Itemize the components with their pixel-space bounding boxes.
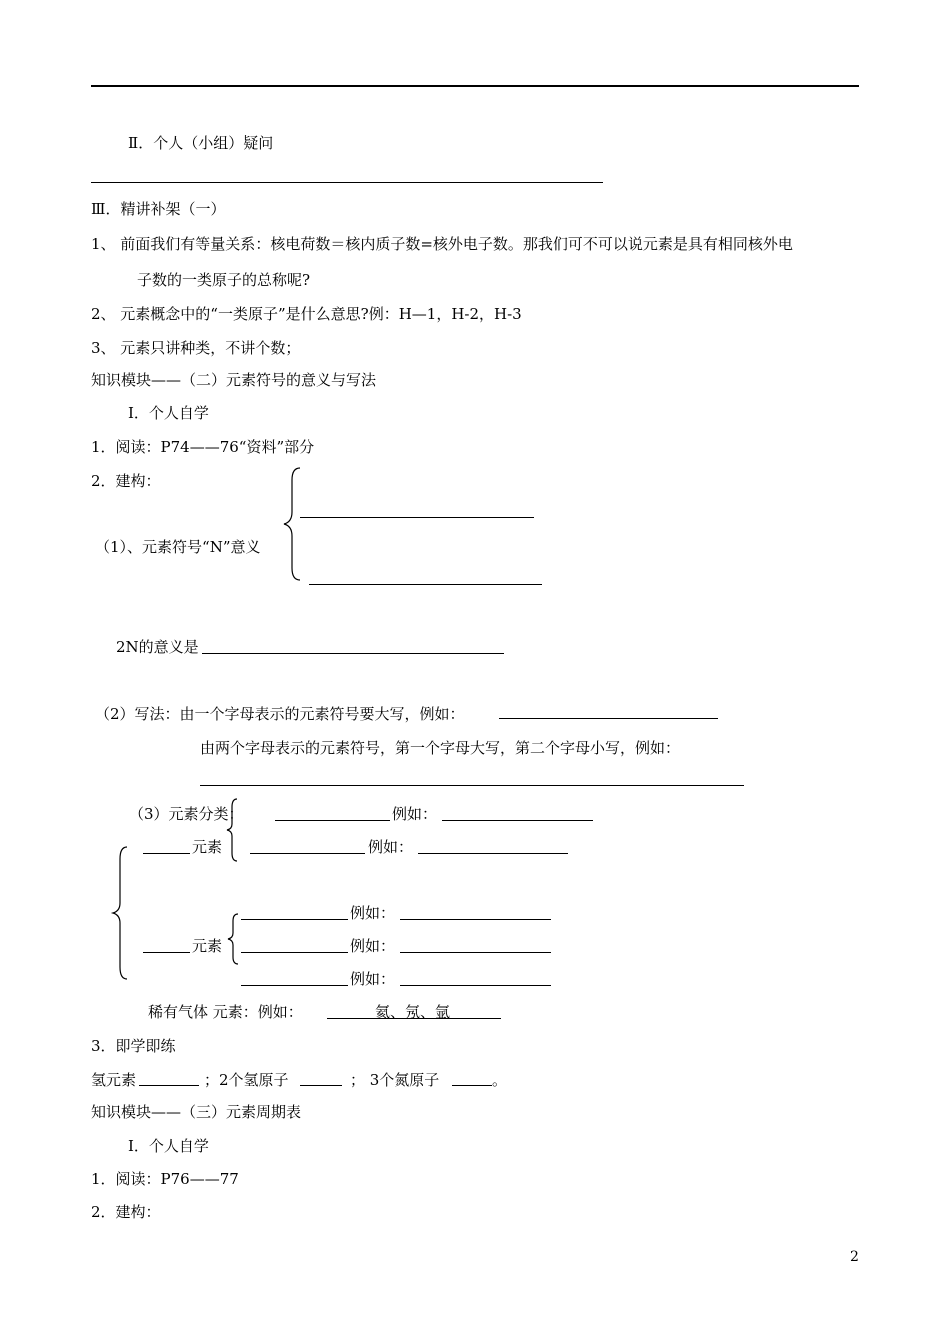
class-a-name-line[interactable] [143, 853, 190, 854]
three-nitrogen-blank[interactable] [452, 1085, 492, 1086]
noble-gas-label: 稀有气体 元素：例如： [148, 1003, 303, 1021]
construct-heading-2: 2．建构： [91, 1203, 161, 1221]
classification-label: （3）元素分类： [129, 805, 244, 823]
self-study-heading-2: Ⅰ．个人自学 [128, 1137, 209, 1155]
class-b-2-answer[interactable] [400, 952, 551, 953]
writing-rule-2-line[interactable] [200, 785, 744, 786]
2n-meaning-line[interactable] [202, 653, 504, 654]
class-b-2-line[interactable] [241, 952, 348, 953]
reading-assignment-2: 1．阅读：P76——77 [91, 1170, 239, 1188]
class-b-2-example: 例如： [350, 937, 396, 955]
module-2-title: 知识模块——（二）元素符号的意义与写法 [91, 371, 377, 389]
practice-heading: 3．即学即练 [91, 1037, 176, 1055]
writing-rule-1-line[interactable] [499, 718, 718, 719]
hydrogen-element-blank[interactable] [139, 1085, 199, 1086]
construct-heading: 2．建构： [91, 472, 161, 490]
questions-answer-line[interactable] [91, 182, 603, 183]
class-b-3-answer[interactable] [400, 985, 551, 986]
n-meaning-line-1[interactable] [300, 517, 534, 518]
section-heading-lecture: Ⅲ．精讲补架（一） [91, 200, 226, 218]
class-a-2-answer[interactable] [418, 853, 568, 854]
paragraph-2: 2、 元素概念中的“一类原子”是什么意思?例：H—1，H-2，H-3 [91, 305, 522, 323]
class-b-name-line[interactable] [143, 952, 190, 953]
n-meaning-label: （1）、元素符号“N”意义 [95, 538, 261, 556]
class-a-1-line[interactable] [275, 820, 390, 821]
class-b-element: 元素 [192, 937, 223, 955]
class-a-element: 元素 [192, 838, 223, 856]
n-meaning-line-2[interactable] [309, 584, 542, 585]
noble-gas-examples: 氦、氖、氩 [375, 1003, 451, 1021]
two-hydrogen-label: ；2个氢原子 [204, 1071, 289, 1089]
writing-rule-2: 由两个字母表示的元素符号，第一个字母大写，第二个字母小写，例如： [200, 739, 681, 757]
class-a-2-line[interactable] [250, 853, 365, 854]
brace-main [110, 845, 130, 981]
class-b-1-line[interactable] [241, 919, 348, 920]
two-hydrogen-blank[interactable] [300, 1085, 342, 1086]
self-study-heading: Ⅰ．个人自学 [128, 404, 209, 422]
class-b-3-line[interactable] [241, 985, 348, 986]
class-a-1-answer[interactable] [442, 820, 593, 821]
paragraph-1a: 1、 前面我们有等量关系：核电荷数＝核内质子数=核外电子数。那我们可不可以说元素是具有相同核外电 [91, 235, 793, 253]
brace-n-meaning [280, 466, 302, 584]
writing-rule-1: （2）写法：由一个字母表示的元素符号要大写，例如： [95, 705, 465, 723]
brace-class-b [226, 912, 240, 966]
class-a-1-example: 例如： [392, 805, 438, 823]
2n-meaning-label: 2N的意义是 [116, 638, 199, 656]
header-rule [91, 85, 859, 87]
class-a-2-example: 例如： [368, 838, 414, 856]
section-heading-questions: Ⅱ．个人（小组）疑问 [128, 134, 274, 152]
module-3-title: 知识模块——（三）元素周期表 [91, 1103, 302, 1121]
brace-class-a [225, 797, 239, 863]
practice-period: 。 [492, 1071, 508, 1089]
paragraph-3: 3、 元素只讲种类，不讲个数； [91, 339, 301, 357]
hydrogen-element-label: 氢元素 [91, 1071, 137, 1089]
paragraph-1b: 子数的一类原子的总称呢? [137, 271, 311, 289]
class-b-3-example: 例如： [350, 970, 396, 988]
three-nitrogen-label: ； 3个氮原子 [350, 1071, 440, 1089]
reading-assignment-1: 1．阅读：P74——76“资料”部分 [91, 438, 315, 456]
page-number: 2 [850, 1249, 859, 1265]
class-b-1-answer[interactable] [400, 919, 551, 920]
class-b-1-example: 例如： [350, 904, 396, 922]
